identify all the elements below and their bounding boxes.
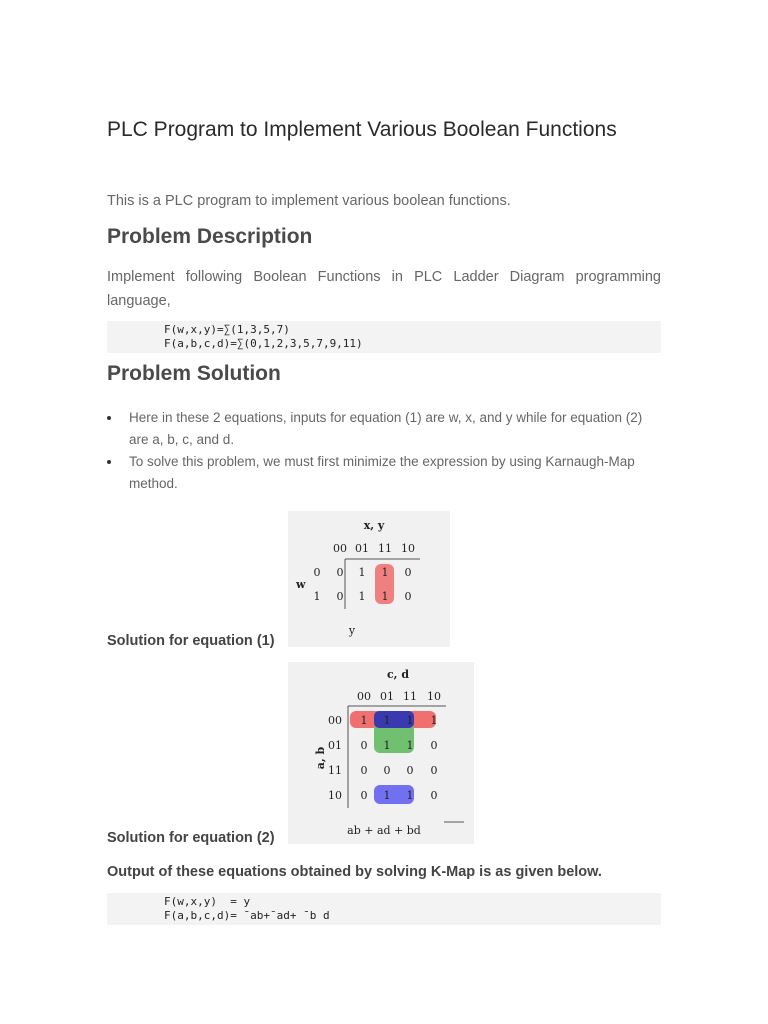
heading-problem-description: Problem Description [107,225,313,248]
kmap1-footer: y [348,624,356,637]
kmap2-cell: 0 [360,789,368,802]
kmap1-row-header: 1 [313,590,321,603]
code-line: F(w,x,y)=∑(1,3,5,7) [164,323,290,336]
kmap2-footer: ab + ad + bd [347,824,421,837]
caption-equation-1: Solution for equation (1) [107,633,275,649]
bullet-icon [107,460,111,464]
kmap1-cell: 0 [404,566,412,579]
caption-equation-2: Solution for equation (2) [107,830,275,846]
code-line: F(a,b,c,d)=∑(0,1,2,3,5,7,9,11) [164,337,363,350]
kmap1-row-var: w [296,578,306,591]
kmap2-cell: 0 [430,764,438,777]
kmap2-cell: 1 [383,739,391,752]
kmap2-cell: 1 [406,714,414,727]
kmap2-cell: 1 [430,714,438,727]
list-item [107,407,661,451]
kmap2-row-var: a, b [314,746,327,770]
kmap2-col-header: 00 [357,690,371,703]
kmap2-cell: 0 [360,739,368,752]
list-item-text: To solve this problem, we must first minimize the expression by using Karnaugh-Map method. [129,454,635,491]
kmap1-col-var: x, y [363,519,385,532]
kmap1-cell: 0 [336,590,344,603]
heading-problem-solution: Problem Solution [107,362,281,385]
code-block-functions [107,321,661,353]
code-block-output [107,893,661,925]
kmap2-col-header: 11 [403,690,417,703]
kmap1-cell: 1 [381,590,389,603]
kmap2-row-header: 01 [328,739,342,752]
kmap1-col-header: 00 [333,542,347,555]
kmap1-cell: 0 [404,590,412,603]
kmap1-cell: 1 [381,566,389,579]
kmap2-row-header: 00 [328,714,342,727]
kmap1-col-header: 11 [378,542,392,555]
intro-text: This is a PLC program to implement various boolean functions. [107,193,511,209]
kmap2-cell: 0 [406,764,414,777]
list-item-text: Here in these 2 equations, inputs for equation (1) are w, x, and y while for equation (2) are a, b, c, and d. [129,410,643,447]
kmap1-col-header: 10 [401,542,415,555]
code-line: F(w,x,y) = y [164,895,251,908]
kmap2-cell: 1 [360,714,368,727]
problem-description-text: Implement following Boolean Functions in PLC Ladder Diagram programming language, [107,269,661,309]
code-line: F(a,b,c,d)= ¯ab+¯ad+ ¯b d [164,909,330,922]
page-title: PLC Program to Implement Various Boolean Functions [107,118,617,141]
kmap2-cell: 0 [360,764,368,777]
kmap-equation-1 [288,511,450,647]
kmap1-cell: 1 [358,566,366,579]
kmap1-row-header: 0 [313,566,321,579]
solution-bullet-list [107,407,661,495]
list-item [107,451,661,495]
kmap-equation-2 [288,662,474,844]
kmap2-cell: 0 [383,764,391,777]
kmap2-row-header: 11 [328,764,342,777]
kmap2-cell: 0 [430,789,438,802]
kmap2-col-header: 10 [427,690,441,703]
kmap1-col-header: 01 [355,542,369,555]
kmap2-cell: 1 [406,739,414,752]
kmap1-cell: 1 [358,590,366,603]
kmap2-col-var: c, d [386,668,410,681]
kmap2-cell: 1 [406,789,414,802]
kmap2-cell: 1 [383,714,391,727]
kmap1-cell: 0 [336,566,344,579]
output-heading: Output of these equations obtained by solving K-Map is as given below. [107,864,602,880]
kmap2-row-header: 10 [328,789,342,802]
kmap2-cell: 1 [383,789,391,802]
kmap2-col-header: 01 [380,690,394,703]
kmap2-cell: 0 [430,739,438,752]
bullet-icon [107,416,111,420]
